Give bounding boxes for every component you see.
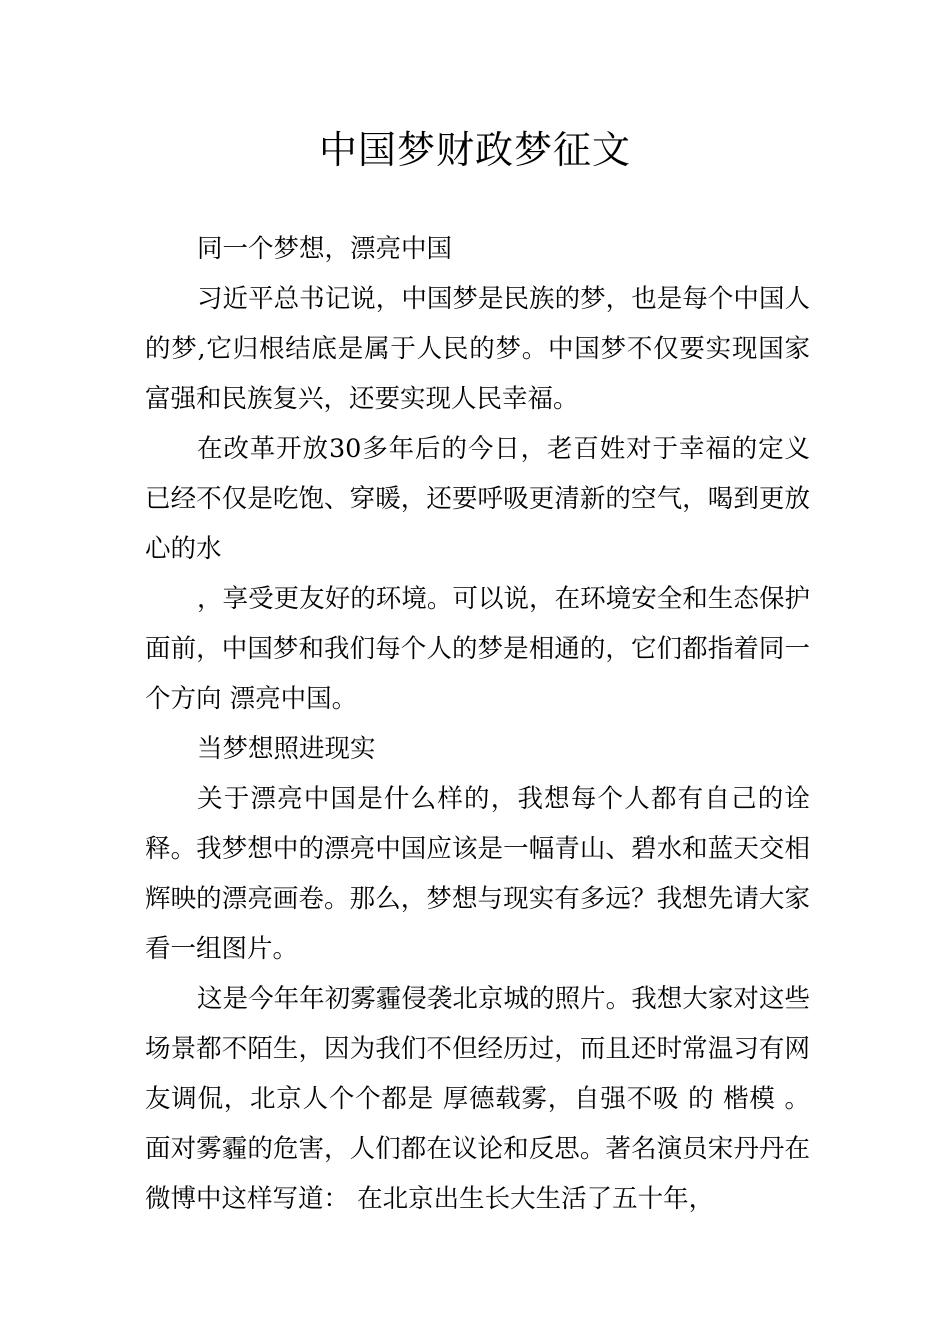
- paragraph: 在改革开放30多年后的今日，老百姓对于幸福的定义已经不仅是吃饱、穿暖，还要呼吸更清新的空气，喝到更放心的水: [145, 434, 810, 564]
- paragraph-subtitle-2: 当梦想照进现实: [197, 734, 376, 764]
- paragraph-subtitle-1: 同一个梦想，漂亮中国: [197, 234, 453, 264]
- paragraph: 习近平总书记说，中国梦是民族的梦，也是每个中国人的梦,它归根结底是属于人民的梦。中国梦不仅要实现国家富强和民族复兴，还要实现人民幸福。: [145, 284, 810, 414]
- document-title: 中国梦财政梦征文: [318, 128, 631, 172]
- paragraph: 这是今年年初雾霾侵袭北京城的照片。我想大家对这些场景都不陌生，因为我们不但经历过，而且还时常温习有网友调侃，北京人个个都是 厚德载雾，自强不吸 的 楷模 。面对雾霾的危害，人们都在议论和反思。著名演员宋丹丹在微博中这样写道： 在北京出生长大生活了五十年，: [145, 984, 810, 1214]
- paragraph: 关于漂亮中国是什么样的，我想每个人都有自己的诠释。我梦想中的漂亮中国应该是一幅青山、碧水和蓝天交相辉映的漂亮画卷。那么，梦想与现实有多远？我想先请大家看一组图片。: [145, 784, 810, 964]
- paragraph: ，享受更友好的环境。可以说，在环境安全和生态保护面前，中国梦和我们每个人的梦是相通的，它们都指着同一个方向 漂亮中国。: [145, 584, 810, 714]
- document-body: [145, 224, 810, 1224]
